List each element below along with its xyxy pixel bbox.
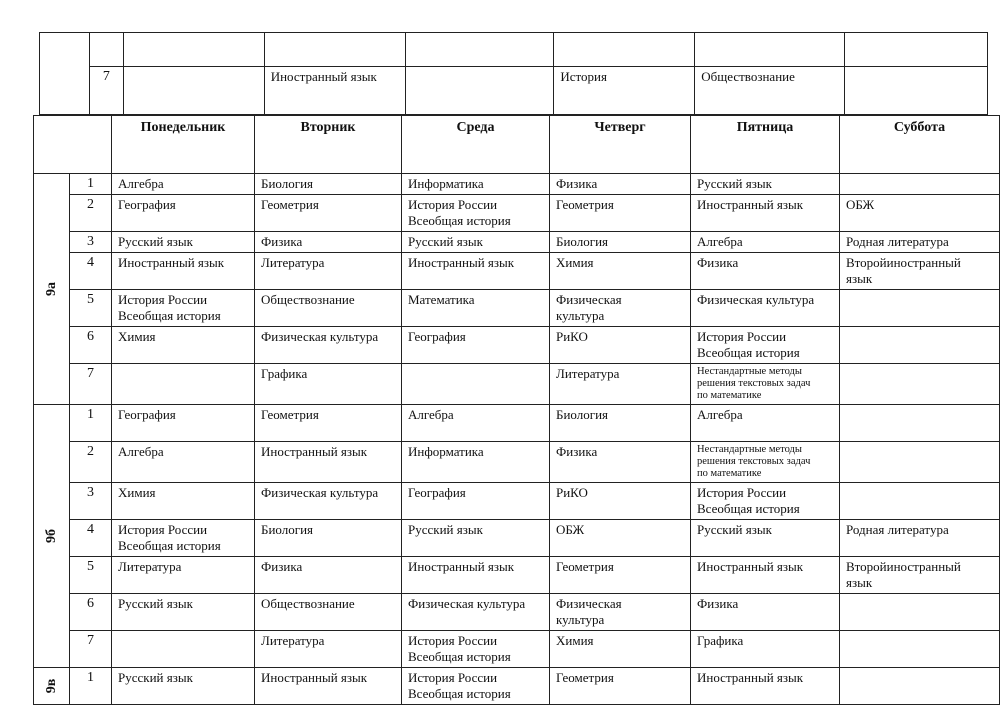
subject-cell-monday [112,483,255,520]
subject-text: Иностранный язык [697,559,804,574]
subject-cell-monday [112,290,255,327]
subject-text: Всеобщая история [408,213,511,228]
subject-text: Физическая [556,596,622,611]
subject-text: Родная литература [846,234,949,249]
subject-cell-friday [691,195,840,232]
subject-text: История России [118,522,208,537]
subject-text: Литература [556,366,620,381]
subject-cell-friday [691,594,840,631]
subject-cell-tuesday [255,174,402,195]
subject-cell-friday [691,668,840,705]
subject-text: Геометрия [556,559,614,574]
subject-cell-thursday [550,594,691,631]
subject-cell-tuesday [255,405,402,442]
subject-text: Биология [556,407,609,422]
subject-text: География [118,407,176,422]
subject-cell-wednesday [402,327,550,364]
lesson-number: 7 [70,631,112,668]
subject-cell-tuesday [255,557,402,594]
subject-cell-saturday [840,594,1000,631]
subject-text: Алгебра [697,234,743,249]
subject-cell-wednesday [402,253,550,290]
day-header-monday: Понедельник [112,116,255,174]
subject-cell-monday [112,174,255,195]
lesson-number: 2 [70,195,112,232]
subject-text: решения текстовых задач [697,456,811,467]
lesson-row [34,327,1000,364]
subject-text: Химия [118,485,156,500]
subject-text: Второйиностранный [846,255,961,270]
corner-cell [34,116,112,174]
subject-text: Всеобщая история [118,538,221,553]
subject-text: Математика [408,292,475,307]
lesson-row [34,520,1000,557]
subject-cell-thursday [550,364,691,405]
subject-text: Иностранный язык [408,255,515,270]
subject-cell-wednesday [402,594,550,631]
lesson-number: 7 [89,67,123,115]
subject-text: Физика [697,255,739,270]
subject-cell-friday [691,364,840,405]
subject-text: Иностранный язык [261,670,368,685]
class-label [34,668,70,705]
subject-text: Всеобщая история [697,345,800,360]
lesson-row [34,668,1000,705]
subject-cell-monday [112,253,255,290]
subject-text: История России [408,197,498,212]
subject-text: Обществознание [261,596,355,611]
subject-text: ОБЖ [556,522,585,537]
cell-saturday [845,67,988,115]
day-header-saturday: Суббота [840,116,1000,174]
subject-cell-friday [691,483,840,520]
lesson-number: 6 [70,327,112,364]
subject-text: Физика [556,176,598,191]
subject-cell-tuesday [255,290,402,327]
subject-cell-saturday [840,631,1000,668]
subject-cell-wednesday [402,483,550,520]
header-row [34,116,1000,174]
subject-cell-friday [691,442,840,483]
lesson-row [34,174,1000,195]
subject-cell-friday [691,631,840,668]
subject-text: География [408,329,466,344]
subject-cell-tuesday [255,483,402,520]
subject-text: Биология [556,234,609,249]
day-header-friday: Пятница [691,116,840,174]
subject-text: ОБЖ [846,197,875,212]
lesson-row [34,442,1000,483]
subject-text: Русский язык [118,234,193,249]
subject-text: История России [408,633,498,648]
subject-cell-tuesday [255,327,402,364]
subject-cell-tuesday [255,442,402,483]
subject-text: Информатика [408,444,484,459]
subject-text: язык [846,575,873,590]
subject-text: Физика [261,234,303,249]
lesson-number: 2 [70,442,112,483]
subject-cell-saturday [840,668,1000,705]
lesson-row [34,594,1000,631]
subject-text: Геометрия [261,407,319,422]
subject-cell-saturday [840,364,1000,405]
subject-cell-friday [691,557,840,594]
class-name: 9в [43,678,59,694]
cell-monday [123,67,264,115]
subject-text: География [118,197,176,212]
subject-cell-monday [112,195,255,232]
subject-text: Химия [118,329,156,344]
subject-text: Геометрия [556,197,614,212]
subject-cell-wednesday [402,557,550,594]
subject-cell-thursday [550,483,691,520]
cell-tuesday: Иностранный язык [264,67,405,115]
lesson-number: 1 [70,174,112,195]
subject-text: Алгебра [118,444,164,459]
subject-cell-saturday [840,195,1000,232]
lesson-row [34,364,1000,405]
subject-cell-saturday [840,290,1000,327]
subject-text: Иностранный язык [697,670,804,685]
subject-cell-saturday [840,483,1000,520]
subject-cell-tuesday [255,253,402,290]
subject-text: Русский язык [697,522,772,537]
subject-cell-thursday [550,290,691,327]
subject-text: Геометрия [556,670,614,685]
cell-wednesday [405,67,554,115]
subject-text: География [408,485,466,500]
subject-cell-thursday [550,520,691,557]
subject-text: Физическая культура [261,485,379,500]
subject-cell-thursday [550,631,691,668]
subject-text: История России [697,329,787,344]
subject-text: Алгебра [697,407,743,422]
lesson-number: 3 [70,483,112,520]
subject-text: по математике [697,468,762,479]
subject-text: Иностранный язык [118,255,225,270]
lesson-row [34,290,1000,327]
subject-cell-saturday [840,232,1000,253]
cell-friday: Обществознание [695,67,845,115]
subject-cell-wednesday [402,195,550,232]
subject-text: Физическая [556,292,622,307]
fragment-row-empty [40,33,988,67]
schedule-table [33,115,1000,705]
lesson-number: 1 [70,668,112,705]
subject-text: Физика [556,444,598,459]
subject-text: Русский язык [118,670,193,685]
subject-cell-friday [691,520,840,557]
subject-text: культура [556,612,605,627]
class-name: 9а [43,282,59,296]
lesson-number: 1 [70,405,112,442]
subject-cell-wednesday [402,405,550,442]
lesson-number: 4 [70,253,112,290]
subject-cell-wednesday [402,364,550,405]
subject-cell-friday [691,174,840,195]
subject-text: Русский язык [118,596,193,611]
day-header-tuesday: Вторник [255,116,402,174]
subject-cell-saturday [840,442,1000,483]
subject-cell-friday [691,232,840,253]
subject-cell-wednesday [402,442,550,483]
lesson-row [34,405,1000,442]
lesson-number: 7 [70,364,112,405]
class-name: 9б [43,529,59,543]
lesson-row [34,483,1000,520]
subject-cell-saturday [840,405,1000,442]
lesson-number: 4 [70,520,112,557]
subject-text: Литература [261,255,325,270]
subject-cell-thursday [550,668,691,705]
lesson-row [34,631,1000,668]
class-label [34,405,70,668]
lesson-number: 5 [70,290,112,327]
subject-cell-saturday [840,557,1000,594]
subject-text: Родная литература [846,522,949,537]
class-label [34,174,70,405]
subject-cell-wednesday [402,290,550,327]
subject-text: История России [408,670,498,685]
subject-text: Нестандартные методы [697,366,802,377]
subject-cell-friday [691,405,840,442]
subject-text: История России [118,292,208,307]
subject-text: Физическая культура [261,329,379,344]
subject-text: Русский язык [697,176,772,191]
lesson-row [34,195,1000,232]
subject-text: Всеобщая история [408,649,511,664]
subject-text: Графика [697,633,744,648]
subject-cell-thursday [550,557,691,594]
subject-text: Физика [261,559,303,574]
lesson-row [34,232,1000,253]
subject-text: История России [697,485,787,500]
subject-cell-wednesday [402,668,550,705]
subject-cell-saturday [840,520,1000,557]
subject-text: Физическая культура [408,596,526,611]
subject-text: Иностранный язык [261,444,368,459]
subject-cell-monday [112,520,255,557]
subject-text: Химия [556,633,594,648]
subject-cell-tuesday [255,631,402,668]
subject-cell-wednesday [402,174,550,195]
previous-page-fragment [39,32,988,115]
subject-text: Литература [118,559,182,574]
subject-text: Всеобщая история [697,501,800,516]
subject-cell-saturday [840,327,1000,364]
subject-text: Алгебра [408,407,454,422]
subject-cell-tuesday [255,668,402,705]
subject-text: Иностранный язык [408,559,515,574]
day-header-thursday: Четверг [550,116,691,174]
subject-text: Информатика [408,176,484,191]
subject-text: Физика [697,596,739,611]
subject-cell-monday [112,364,255,405]
subject-cell-friday [691,290,840,327]
subject-text: Нестандартные методы [697,444,802,455]
cell-thursday: История [554,67,695,115]
subject-text: по математике [697,390,762,401]
subject-cell-monday [112,557,255,594]
subject-text: язык [846,271,873,286]
subject-cell-monday [112,594,255,631]
subject-text: Русский язык [408,234,483,249]
subject-cell-thursday [550,174,691,195]
subject-cell-tuesday [255,364,402,405]
subject-cell-wednesday [402,631,550,668]
day-header-wednesday: Среда [402,116,550,174]
subject-text: РиКО [556,329,588,344]
subject-cell-wednesday [402,232,550,253]
subject-cell-wednesday [402,520,550,557]
subject-text: Химия [556,255,594,270]
subject-cell-saturday [840,253,1000,290]
subject-cell-monday [112,232,255,253]
subject-cell-tuesday [255,520,402,557]
subject-cell-thursday [550,253,691,290]
subject-text: Всеобщая история [118,308,221,323]
lesson-number: 5 [70,557,112,594]
subject-text: Биология [261,176,314,191]
subject-cell-thursday [550,442,691,483]
subject-text: Русский язык [408,522,483,537]
subject-text: РиКО [556,485,588,500]
lesson-number: 3 [70,232,112,253]
subject-cell-tuesday [255,594,402,631]
subject-cell-thursday [550,195,691,232]
subject-text: решения текстовых задач [697,378,811,389]
subject-cell-monday [112,668,255,705]
subject-text: Второйиностранный [846,559,961,574]
subject-cell-tuesday [255,195,402,232]
lesson-row [34,253,1000,290]
subject-text: Физическая культура [697,292,815,307]
subject-text: Иностранный язык [697,197,804,212]
subject-cell-friday [691,327,840,364]
lesson-number: 6 [70,594,112,631]
subject-cell-monday [112,631,255,668]
subject-cell-saturday [840,174,1000,195]
lesson-row [34,557,1000,594]
subject-text: культура [556,308,605,323]
subject-cell-friday [691,253,840,290]
subject-text: Графика [261,366,308,381]
subject-text: Обществознание [261,292,355,307]
subject-cell-monday [112,442,255,483]
subject-cell-monday [112,405,255,442]
subject-text: Биология [261,522,314,537]
subject-cell-thursday [550,232,691,253]
subject-text: Всеобщая история [408,686,511,701]
subject-text: Геометрия [261,197,319,212]
subject-cell-monday [112,327,255,364]
subject-text: Алгебра [118,176,164,191]
subject-cell-thursday [550,405,691,442]
subject-text: Литература [261,633,325,648]
subject-cell-tuesday [255,232,402,253]
fragment-row-7 [40,67,988,115]
subject-cell-thursday [550,327,691,364]
